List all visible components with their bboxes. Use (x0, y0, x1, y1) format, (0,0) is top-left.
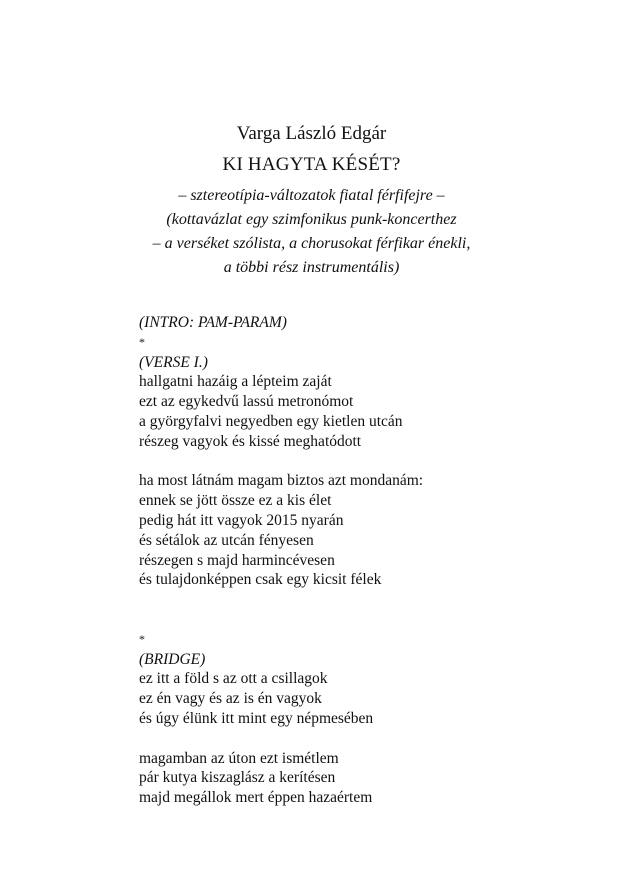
verse-line: ezt az egykedvű lassú metronómot (139, 393, 354, 411)
subtitle-line: (kottavázlat egy szimfonikus punk-koncerthez (166, 211, 457, 228)
verse-line: hallgatni hazáig a lépteim zaját (139, 373, 332, 391)
verse-line: a györgyfalvi negyedben egy kietlen utcán (139, 412, 403, 430)
verse-line: részeg vagyok és kissé meghatódott (139, 432, 362, 450)
subtitle-line: – sztereotípia-változatok fiatal férfifejre – (178, 187, 445, 204)
subtitle-line: a többi rész instrumentális) (223, 259, 400, 276)
verse-line: és úgy élünk itt mint egy népmesében (139, 709, 374, 727)
section-separator: * (139, 631, 145, 646)
verse-line: majd megállok mert éppen hazaértem (139, 789, 373, 807)
verse-line: magamban az úton ezt ismétlem (139, 749, 339, 767)
verse-line: részegen s majd harmincévesen (139, 551, 335, 569)
subtitle-block (80, 184, 543, 280)
verse-line: és tulajdonképpen csak egy kicsit félek (139, 571, 382, 589)
verse-line: ez itt a föld s az ott a csillagok (139, 670, 328, 688)
verse-line: ha most látnám magam biztos azt mondanám: (139, 472, 424, 490)
poem-title: KI HAGYTA KÉSÉT? (222, 154, 401, 175)
author-name: Varga László Edgár (236, 123, 387, 144)
stanza-gap (139, 452, 559, 472)
verse-line: ennek se jött össze ez a kis élet (139, 492, 332, 510)
stanza-gap (139, 610, 559, 630)
verse-line: és sétálok az utcán fényesen (139, 531, 314, 549)
stanza-gap (139, 729, 559, 749)
verse-line: ez én vagy és az is én vagyok (139, 690, 322, 708)
verse-line: pár kutya kiszaglász a kerítésen (139, 769, 336, 787)
bridge-heading: (BRIDGE) (139, 650, 206, 668)
verse1-heading: (VERSE I.) (139, 353, 208, 371)
intro-heading: (INTRO: PAM-PARAM) (139, 314, 287, 331)
subtitle-line: – a verséket szólista, a chorusokat férfikar énekli, (152, 235, 471, 252)
stanza-gap (139, 590, 559, 610)
poem-body (139, 313, 559, 808)
verse-line: pedig hát itt vagyok 2015 nyarán (139, 511, 344, 529)
section-separator: * (139, 334, 145, 349)
